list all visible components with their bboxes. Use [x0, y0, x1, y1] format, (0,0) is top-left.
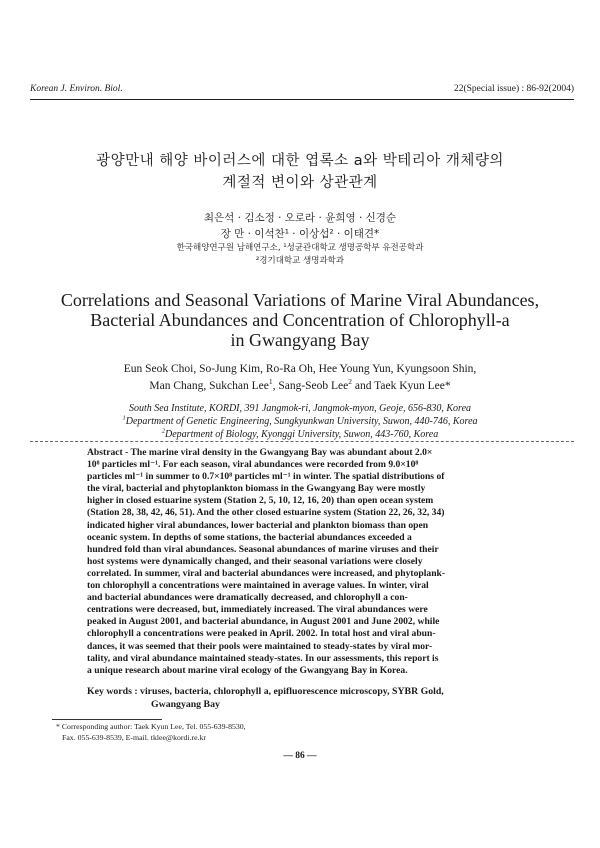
abstract-line: and bacterial abundances were dramatically decreased, and chlorophyll a con-: [87, 592, 408, 604]
abstract-line: dances, it was seemed that their pools were maintained to steady-states by viral mor-: [87, 640, 433, 652]
author-text: Man Chang, Sukchan Lee: [149, 380, 269, 392]
abstract-line: a unique research about marine viral ecology of the Gwangyang Bay in Korea.: [87, 664, 408, 676]
keywords: [87, 686, 508, 711]
affil-marker: 1: [268, 377, 273, 387]
abstract-line: chlorophyll a concentrations were peaked in April. 2002. In total host and viral abun-: [87, 628, 436, 640]
abstract-line: peaked in August 2001, and bacterial abundance, in August 2001 and June 2002, while: [87, 616, 440, 628]
abstract-line: correlated. In summer, viral and bacterial abundances were increased, and phytoplank-: [87, 567, 446, 579]
english-affil-line: [0, 415, 600, 428]
author-text: , Sang-Seob Lee: [272, 380, 349, 392]
keywords-line: Gwangyang Bay: [151, 698, 220, 710]
affil-marker: 1: [122, 414, 126, 422]
korean-authors-line: 장 만 · 이석찬¹ · 이상섭² · 이태견*: [220, 228, 380, 240]
abstract-line: particles ml⁻¹ in summer to 0.7×10⁸ particles ml⁻¹ in winter. The spatial distributions of: [87, 471, 445, 483]
korean-title-line: 계절적 변이와 상관관계: [222, 175, 378, 191]
issue-info: 22(Special issue) : 86-92(2004): [453, 84, 574, 94]
affil-marker: 2: [348, 377, 352, 387]
author-text: and Taek Kyun Lee*: [352, 380, 451, 392]
english-authors-line: Eun Seok Choi, So-Jung Kim, Ro-Ra Oh, Hee Young Yun, Kyungsoon Shin,: [123, 363, 477, 375]
header-rule: [30, 99, 574, 100]
abstract-line: tality, and viral abundance maintained steady-states. In our assessments, this report is: [87, 652, 439, 664]
abstract-line: ton chlorophyll a concentrations were maintained in average values. In winter, viral: [87, 580, 429, 592]
running-header: [30, 84, 574, 98]
abstract-line: centrations were decreased, but, immediately increased. The viral abundances were: [87, 604, 428, 616]
abstract-line: (Station 28, 38, 42, 46, 51). And the other closed estuarine system (Station 22, 26, 32, 34): [87, 507, 445, 519]
english-title-line: in Gwangyang Bay: [230, 330, 370, 350]
abstract-line: hundred fold than viral abundances. Seasonal abundances of marine viruses and their: [87, 543, 439, 555]
abstract-line: the viral, bacterial and phytoplankton biomass in the Gwangyang Bay were mostly: [87, 483, 426, 495]
abstract-line: indicated higher viral abundances, lower bacterial and plankton biomass than open: [87, 519, 429, 531]
page-number: — 86 —: [283, 751, 317, 761]
footnote-rule: [52, 719, 162, 720]
abstract-line: higher in closed estuarine system (Station 2, 5, 10, 12, 16, 20) than open ocean system: [87, 495, 434, 507]
english-title-line: Bacterial Abundances and Concentration of Chlorophyll-a: [90, 310, 510, 330]
keywords-line: Key words : viruses, bacteria, chlorophyll a, epifluorescence microscopy, SYBR Gold,: [87, 686, 444, 697]
abstract-line: 10⁸ particles ml⁻¹. For each season, viral abundances were recorded from 9.0×10⁸: [87, 459, 419, 471]
journal-name: Korean J. Environ. Biol.: [30, 84, 123, 94]
abstract-line: host systems were dynamically changed, and their seasonal variations were closely: [87, 555, 423, 567]
korean-authors: [0, 210, 600, 242]
affil-text: Department of Genetic Engineering, Sungkyunkwan University, Suwon, 440-746, Korea: [125, 416, 478, 427]
footnote-line: Fax. 055-639-8539, E-mail. tklee@kordi.re.kr: [62, 732, 207, 742]
korean-affil-line: 한국해양연구원 남해연구소, ¹성균관대학교 생명공학부 유전공학과: [176, 243, 424, 253]
english-title-line: Correlations and Seasonal Variations of Marine Viral Abundances,: [60, 290, 540, 310]
english-affil-line: South Sea Institute, KORDI, 391 Jangmok-ri, Jangmok-myon, Geoje, 656-830, Korea: [128, 403, 472, 414]
english-affil-line: [0, 428, 600, 441]
abstract-line: oceanic system. In depths of some stations, the bacterial abundances exceeded a: [87, 531, 412, 543]
korean-authors-line: 최은석 · 김소정 · 오로라 · 윤희영 · 신경순: [203, 212, 397, 224]
affil-marker: 2: [161, 427, 166, 435]
english-affiliations: [0, 402, 600, 441]
korean-title: [0, 150, 600, 194]
affil-text: Department of Biology, Kyonggi University, Suwon, 443-760, Korea: [165, 429, 439, 440]
english-authors-line: [0, 378, 600, 395]
abstract: [87, 447, 508, 677]
korean-affiliations: [0, 242, 600, 268]
english-authors: [0, 361, 600, 395]
abstract-line: Abstract - The marine viral density in the Gwangyang Bay was abundant about 2.0×: [87, 447, 433, 458]
footnote-line: * Corresponding author: Taek Kyun Lee, Tel. 055-639-8530,: [56, 722, 246, 731]
korean-affil-line: ²경기대학교 생명과학과: [255, 256, 345, 266]
abstract-divider: [30, 441, 574, 442]
english-title: [0, 290, 600, 350]
korean-title-line: 광양만내 해양 바이러스에 대한 엽록소 a와 박테리아 개체량의: [96, 153, 504, 169]
footnote: [56, 722, 246, 743]
